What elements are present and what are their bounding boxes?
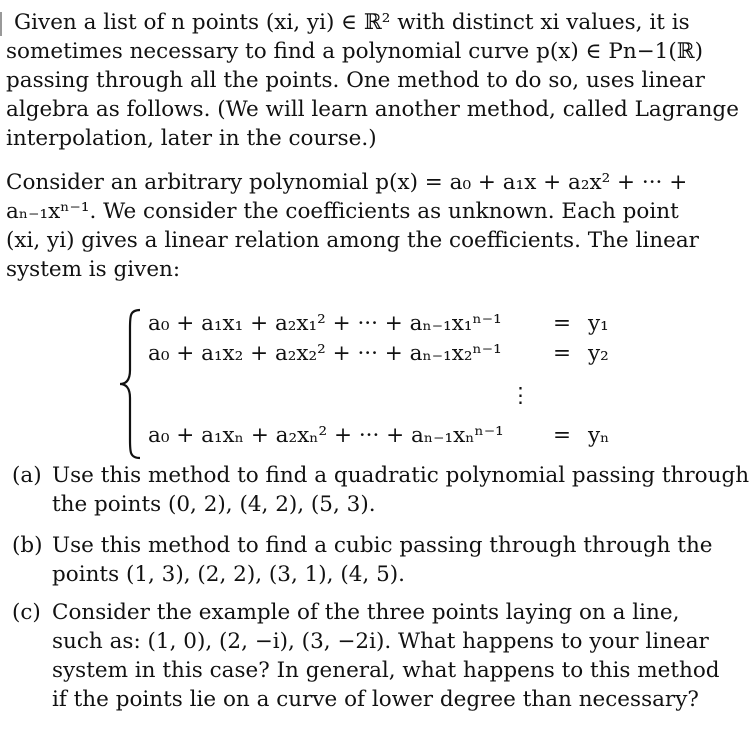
text-line: the points (0, 2), (4, 2), (5, 3). (52, 492, 376, 517)
equation-lhs: a₀ + a₁x₂ + a₂x₂² + ··· + aₙ₋₁x₂ⁿ⁻¹ (148, 341, 502, 366)
text-line: algebra as follows. (We will learn another method, called Lagrange (6, 97, 739, 122)
text-line: Given a list of n points (xi, yi) ∈ ℝ² with distinct xi values, it is (14, 10, 690, 35)
equation-rhs: y₂ (588, 341, 609, 366)
equation-rhs: yₙ (588, 423, 610, 448)
linear-system (118, 308, 618, 460)
item-label: (b) (12, 533, 43, 558)
equation-lhs: a₀ + a₁x₁ + a₂x₁² + ··· + aₙ₋₁x₁ⁿ⁻¹ (148, 311, 502, 336)
text-line: Use this method to find a cubic passing through through the (52, 533, 713, 558)
text-line: points (1, 3), (2, 2), (3, 1), (4, 5). (52, 562, 405, 587)
text-line: if the points lie on a curve of lower degree than necessary? (52, 687, 699, 712)
equation-lhs: a₀ + a₁xₙ + a₂xₙ² + ··· + aₙ₋₁xₙⁿ⁻¹ (148, 423, 504, 448)
polynomial-paragraph (6, 168, 706, 284)
text-line: system in this case? In general, what happens to this method (52, 658, 720, 683)
text-line: passing through all the points. One method to do so, uses linear (6, 68, 705, 93)
equation-rhs: y₁ (588, 311, 609, 336)
text-line: Consider the example of the three points laying on a line, (52, 600, 680, 625)
text-line: such as: (1, 0), (2, −i), (3, −2i). What happens to your linear (52, 629, 709, 654)
page-edge-mark (0, 12, 2, 36)
equals-sign: = (553, 423, 572, 448)
exercise-item-b (12, 531, 712, 589)
equals-sign: = (553, 341, 572, 366)
left-brace-icon (118, 308, 144, 460)
equals-sign: = (553, 311, 572, 336)
text-line: interpolation, later in the course.) (6, 126, 377, 151)
text-line: sometimes necessary to find a polynomial curve p(x) ∈ Pn−1(ℝ) (6, 39, 703, 64)
text-line: aₙ₋₁xⁿ⁻¹. We consider the coefficients as unknown. Each point (6, 199, 679, 224)
exercise-item-c (12, 598, 720, 714)
intro-paragraph (6, 8, 739, 153)
text-line: Use this method to find a quadratic polynomial passing through (52, 463, 750, 488)
item-label: (a) (12, 463, 42, 488)
text-line: Consider an arbitrary polynomial p(x) = a₀ + a₁x + a₂x² + ··· + (6, 170, 688, 195)
exercise-item-a (12, 461, 750, 519)
text-line: (xi, yi) gives a linear relation among the coefficients. The linear (6, 228, 699, 253)
item-label: (c) (12, 600, 41, 625)
vertical-ellipsis: ⋮ (510, 383, 531, 407)
text-line: system is given: (6, 257, 181, 282)
